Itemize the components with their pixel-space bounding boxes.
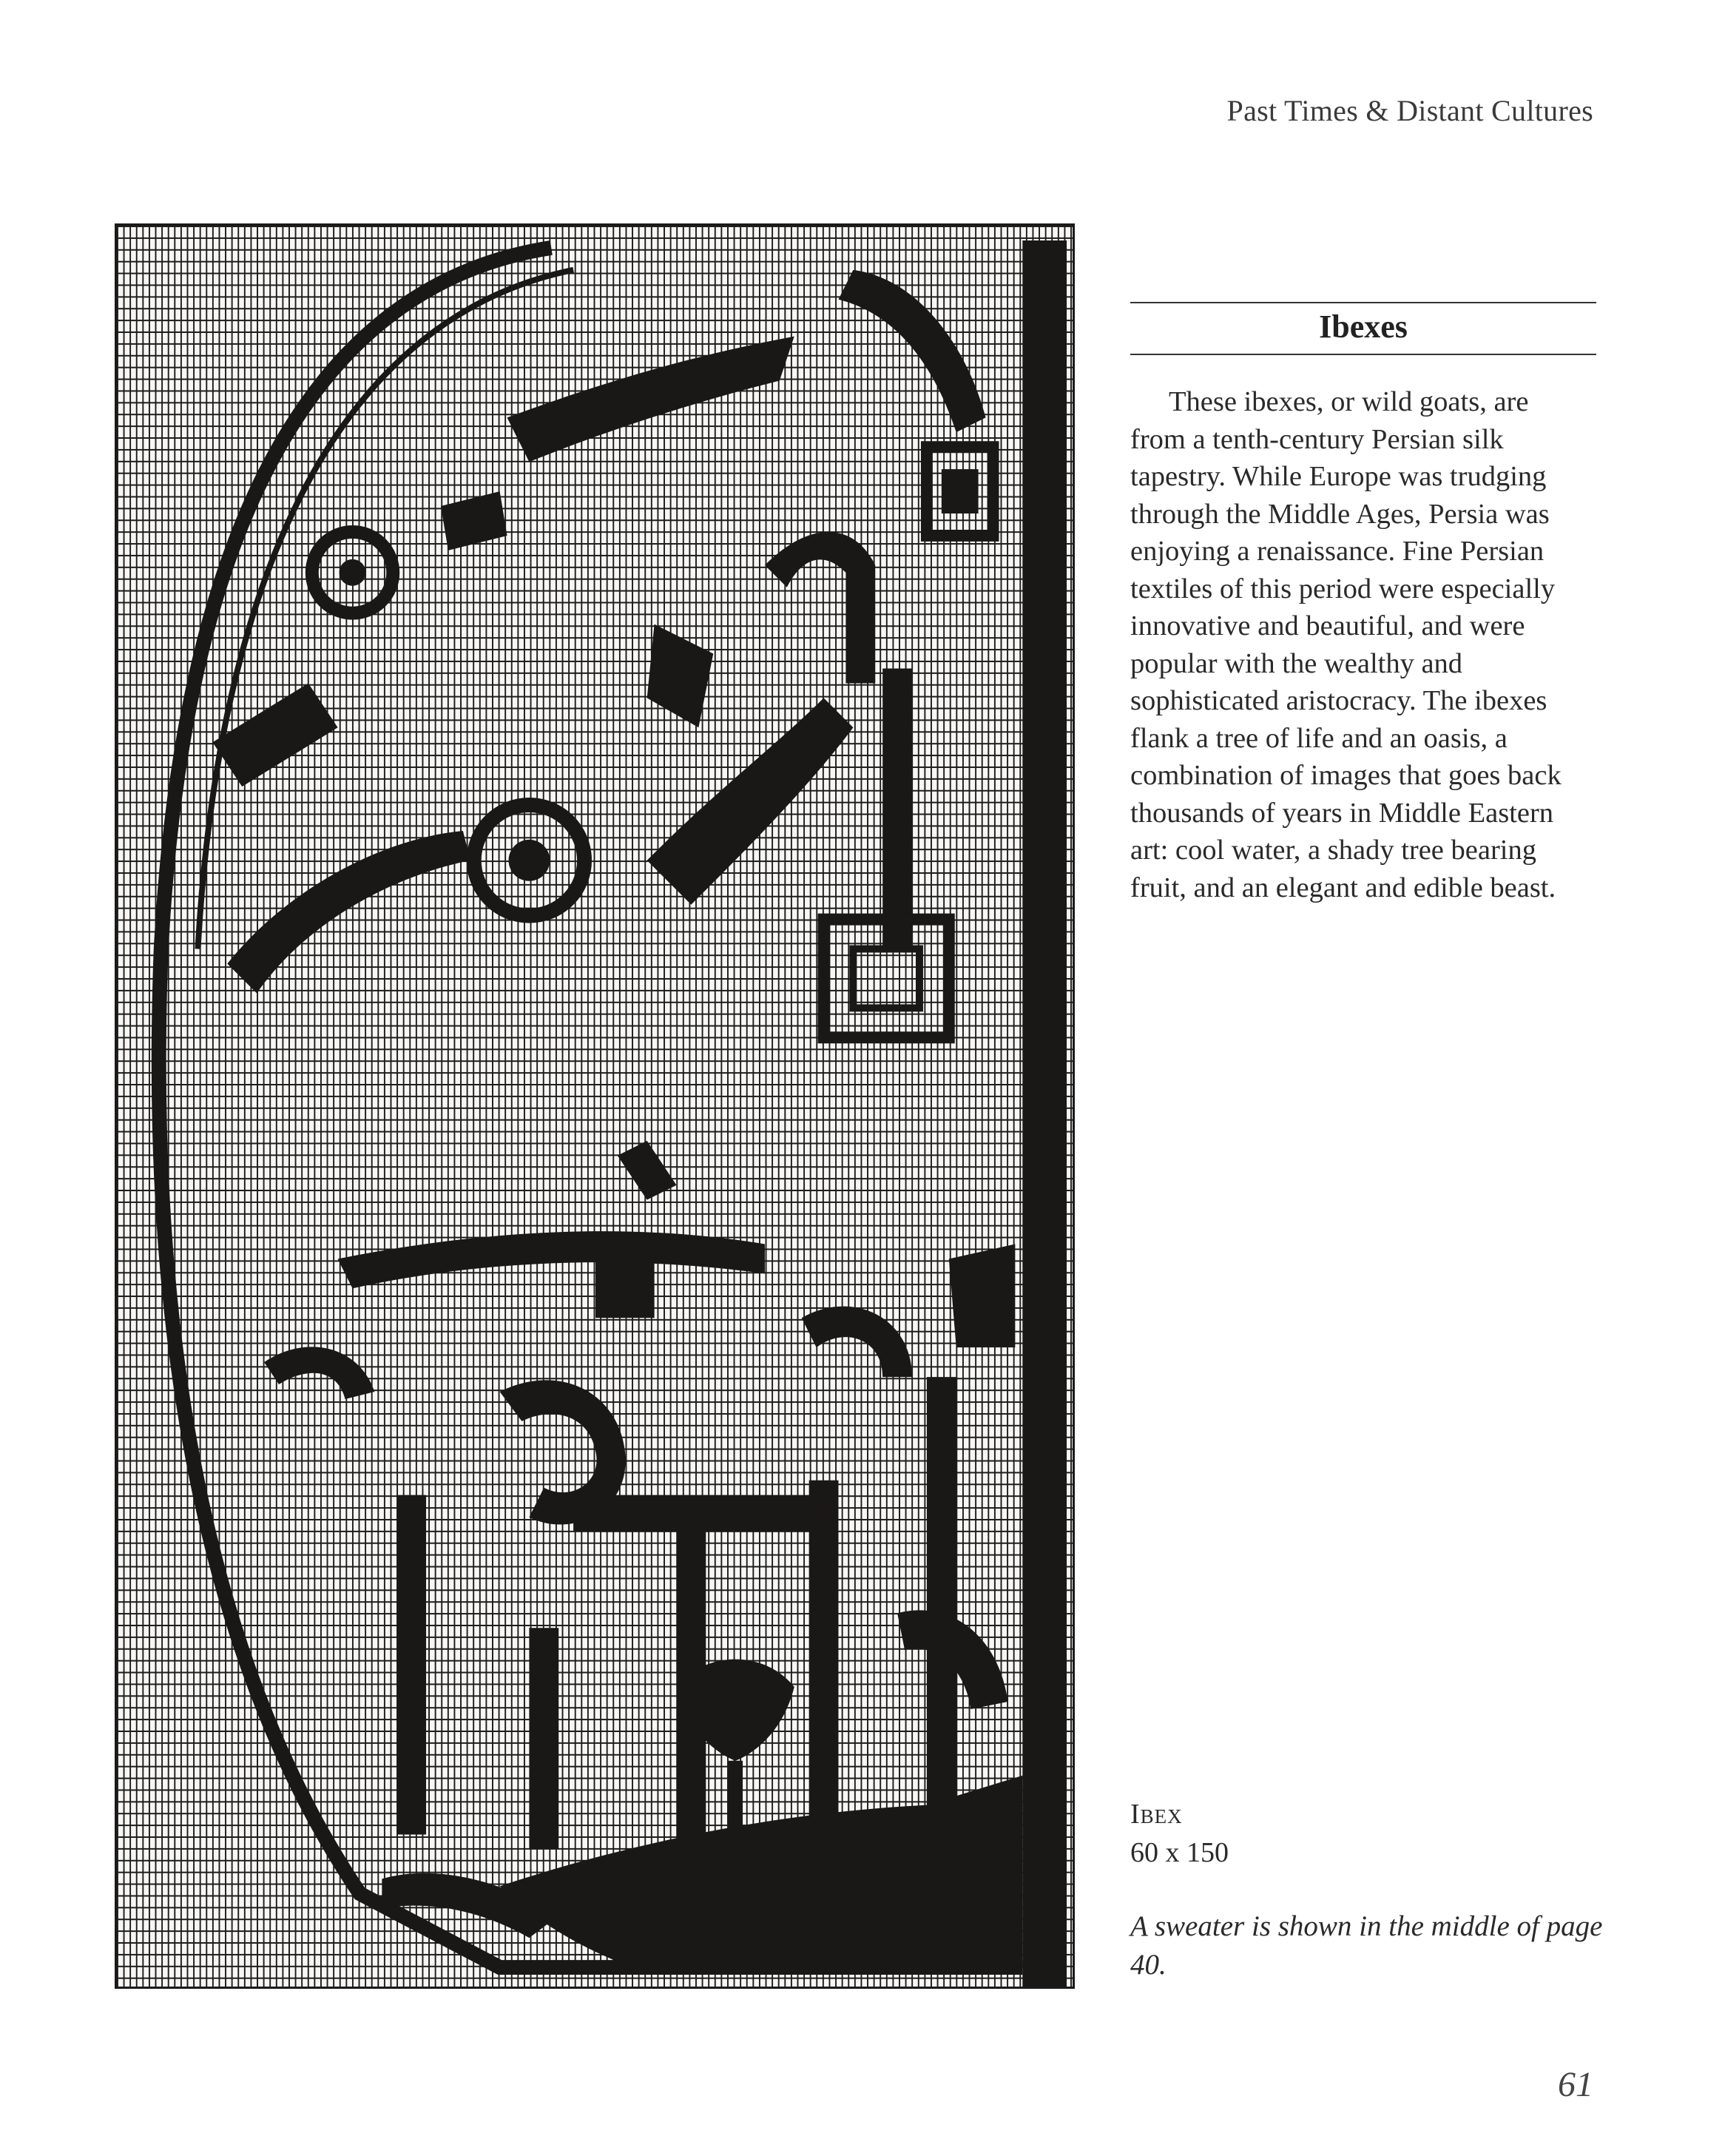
page-number: 61 <box>1558 2065 1593 2104</box>
running-head: Past Times & Distant Cultures <box>1226 94 1593 127</box>
cross-reference-note: A sweater is shown in the middle of page 40. <box>1130 1910 1603 1981</box>
title-rule-bottom <box>1130 354 1596 355</box>
ibex-pattern-motif <box>117 226 1073 1987</box>
article-title: Ibexes <box>1319 309 1408 345</box>
article-body: These ibexes, or wild goats, are from a tenth-century Persian silk tapestry. While Europe was trudging through the Middle Ages, Persia was enjoying a renaissance. Fine Persian textiles of this period were especially innovative and beautiful, and were popular with the wealthy and sophisticated aristocracy. The ibexes flank a tree of life and an oasis, a combination of images that goes back thousands of years in Middle Eastern art: cool water, a shady tree bearing fruit, and an elegant and edible beast. <box>1130 386 1562 903</box>
knitting-chart-ibex <box>115 223 1075 1989</box>
title-rule-top <box>1130 302 1596 303</box>
chart-name: Ibex <box>1130 1799 1183 1830</box>
chart-size: 60 x 150 <box>1130 1837 1229 1868</box>
